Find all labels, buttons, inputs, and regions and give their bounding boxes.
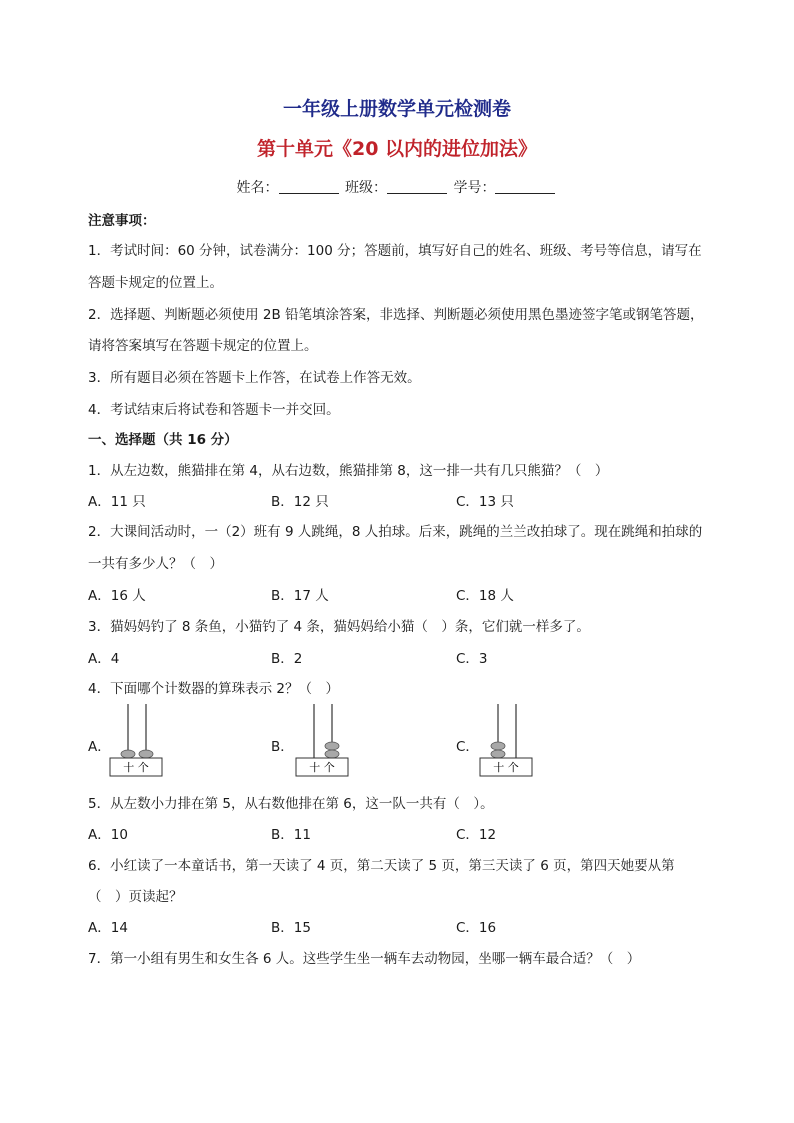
question-6-cont: （ ）页读起？	[88, 889, 183, 905]
q1-option-b[interactable]: B．12 只	[271, 494, 329, 510]
number-blank[interactable]	[495, 179, 555, 194]
q2-option-b[interactable]: B．17 人	[271, 588, 329, 604]
q3-option-b[interactable]: B．2	[271, 651, 303, 667]
question-5: 5．从左数小力排在第 5，从右数他排在第 6，这一队一共有（ ）。	[88, 796, 494, 812]
abacus-label: 十 个	[493, 761, 519, 774]
name-blank[interactable]	[279, 179, 339, 194]
class-blank[interactable]	[387, 179, 447, 194]
question-1: 1．从左边数，熊猫排在第 4，从右边数，熊猫排第 8，这一排一共有几只熊猫？（ ）	[88, 463, 609, 479]
class-label: 班级：	[345, 180, 387, 196]
question-7: 7．第一小组有男生和女生各 6 人。这些学生坐一辆车去动物园，坐哪一辆车最合适？（ ）	[88, 951, 641, 967]
q6-option-b[interactable]: B．15	[271, 920, 311, 936]
page-subtitle: 第十单元《20 以内的进位加法》	[256, 138, 538, 160]
question-2: 2．大课间活动时，一（2）班有 9 人跳绳，8 人拍球。后来，跳绳的兰兰改拍球了。现在跳绳和拍球的	[88, 524, 703, 540]
number-label: 学号：	[453, 180, 496, 196]
abacus-label: 十 个	[309, 761, 335, 774]
name-label: 姓名：	[236, 180, 279, 196]
note-line: 3．所有题目必须在答题卡上作答，在试卷上作答无效。	[88, 370, 421, 386]
abacus-c-icon[interactable]	[478, 702, 536, 778]
note-line: 2．选择题、判断题必须使用 2B 铅笔填涂答案，非选择、判断题必须使用黑色墨迹签字笔或钢笔答题，	[88, 307, 704, 323]
q2-option-c[interactable]: C．18 人	[456, 588, 514, 604]
q4-option-b[interactable]: B．	[271, 739, 294, 755]
page-title: 一年级上册数学单元检测卷	[282, 98, 511, 120]
question-6: 6．小红读了一本童话书，第一天读了 4 页，第二天读了 5 页，第三天读了 6 页，第四天她要从第	[88, 858, 675, 874]
question-4: 4．下面哪个计数器的算珠表示 2？（ ）	[88, 681, 339, 697]
q5-option-b[interactable]: B．11	[271, 827, 311, 843]
q1-option-c[interactable]: C．13 只	[456, 494, 514, 510]
q1-option-a[interactable]: A．11 只	[88, 494, 146, 510]
abacus-label: 十 个	[123, 761, 149, 774]
q4-option-c[interactable]: C．	[456, 739, 479, 755]
notes-heading: 注意事项：	[88, 213, 156, 229]
question-3: 3．猫妈妈钓了 8 条鱼，小猫钓了 4 条，猫妈妈给小猫（ ）条，它们就一样多了。	[88, 619, 590, 635]
q2-option-a[interactable]: A．16 人	[88, 588, 146, 604]
abacus-b-icon[interactable]	[294, 702, 352, 778]
section-heading: 一、选择题（共 16 分）	[88, 432, 238, 448]
note-line: 4．考试结束后将试卷和答题卡一并交回。	[88, 402, 340, 418]
note-line: 答题卡规定的位置上。	[88, 275, 223, 291]
q3-option-a[interactable]: A．4	[88, 651, 120, 667]
q6-option-a[interactable]: A．14	[88, 920, 128, 936]
note-line: 请将答案填写在答题卡规定的位置上。	[88, 338, 318, 354]
note-line: 1．考试时间：60 分钟，试卷满分：100 分；答题前，填写好自己的姓名、班级、考号等信息，请写在	[88, 243, 702, 259]
question-2-cont: 一共有多少人？（ ）	[88, 556, 223, 572]
q6-option-c[interactable]: C．16	[456, 920, 497, 936]
q5-option-c[interactable]: C．12	[456, 827, 497, 843]
q4-option-a[interactable]: A．	[88, 739, 111, 755]
q5-option-a[interactable]: A．10	[88, 827, 128, 843]
abacus-a-icon[interactable]	[108, 702, 166, 778]
student-info	[0, 177, 794, 197]
q3-option-c[interactable]: C．3	[456, 651, 488, 667]
